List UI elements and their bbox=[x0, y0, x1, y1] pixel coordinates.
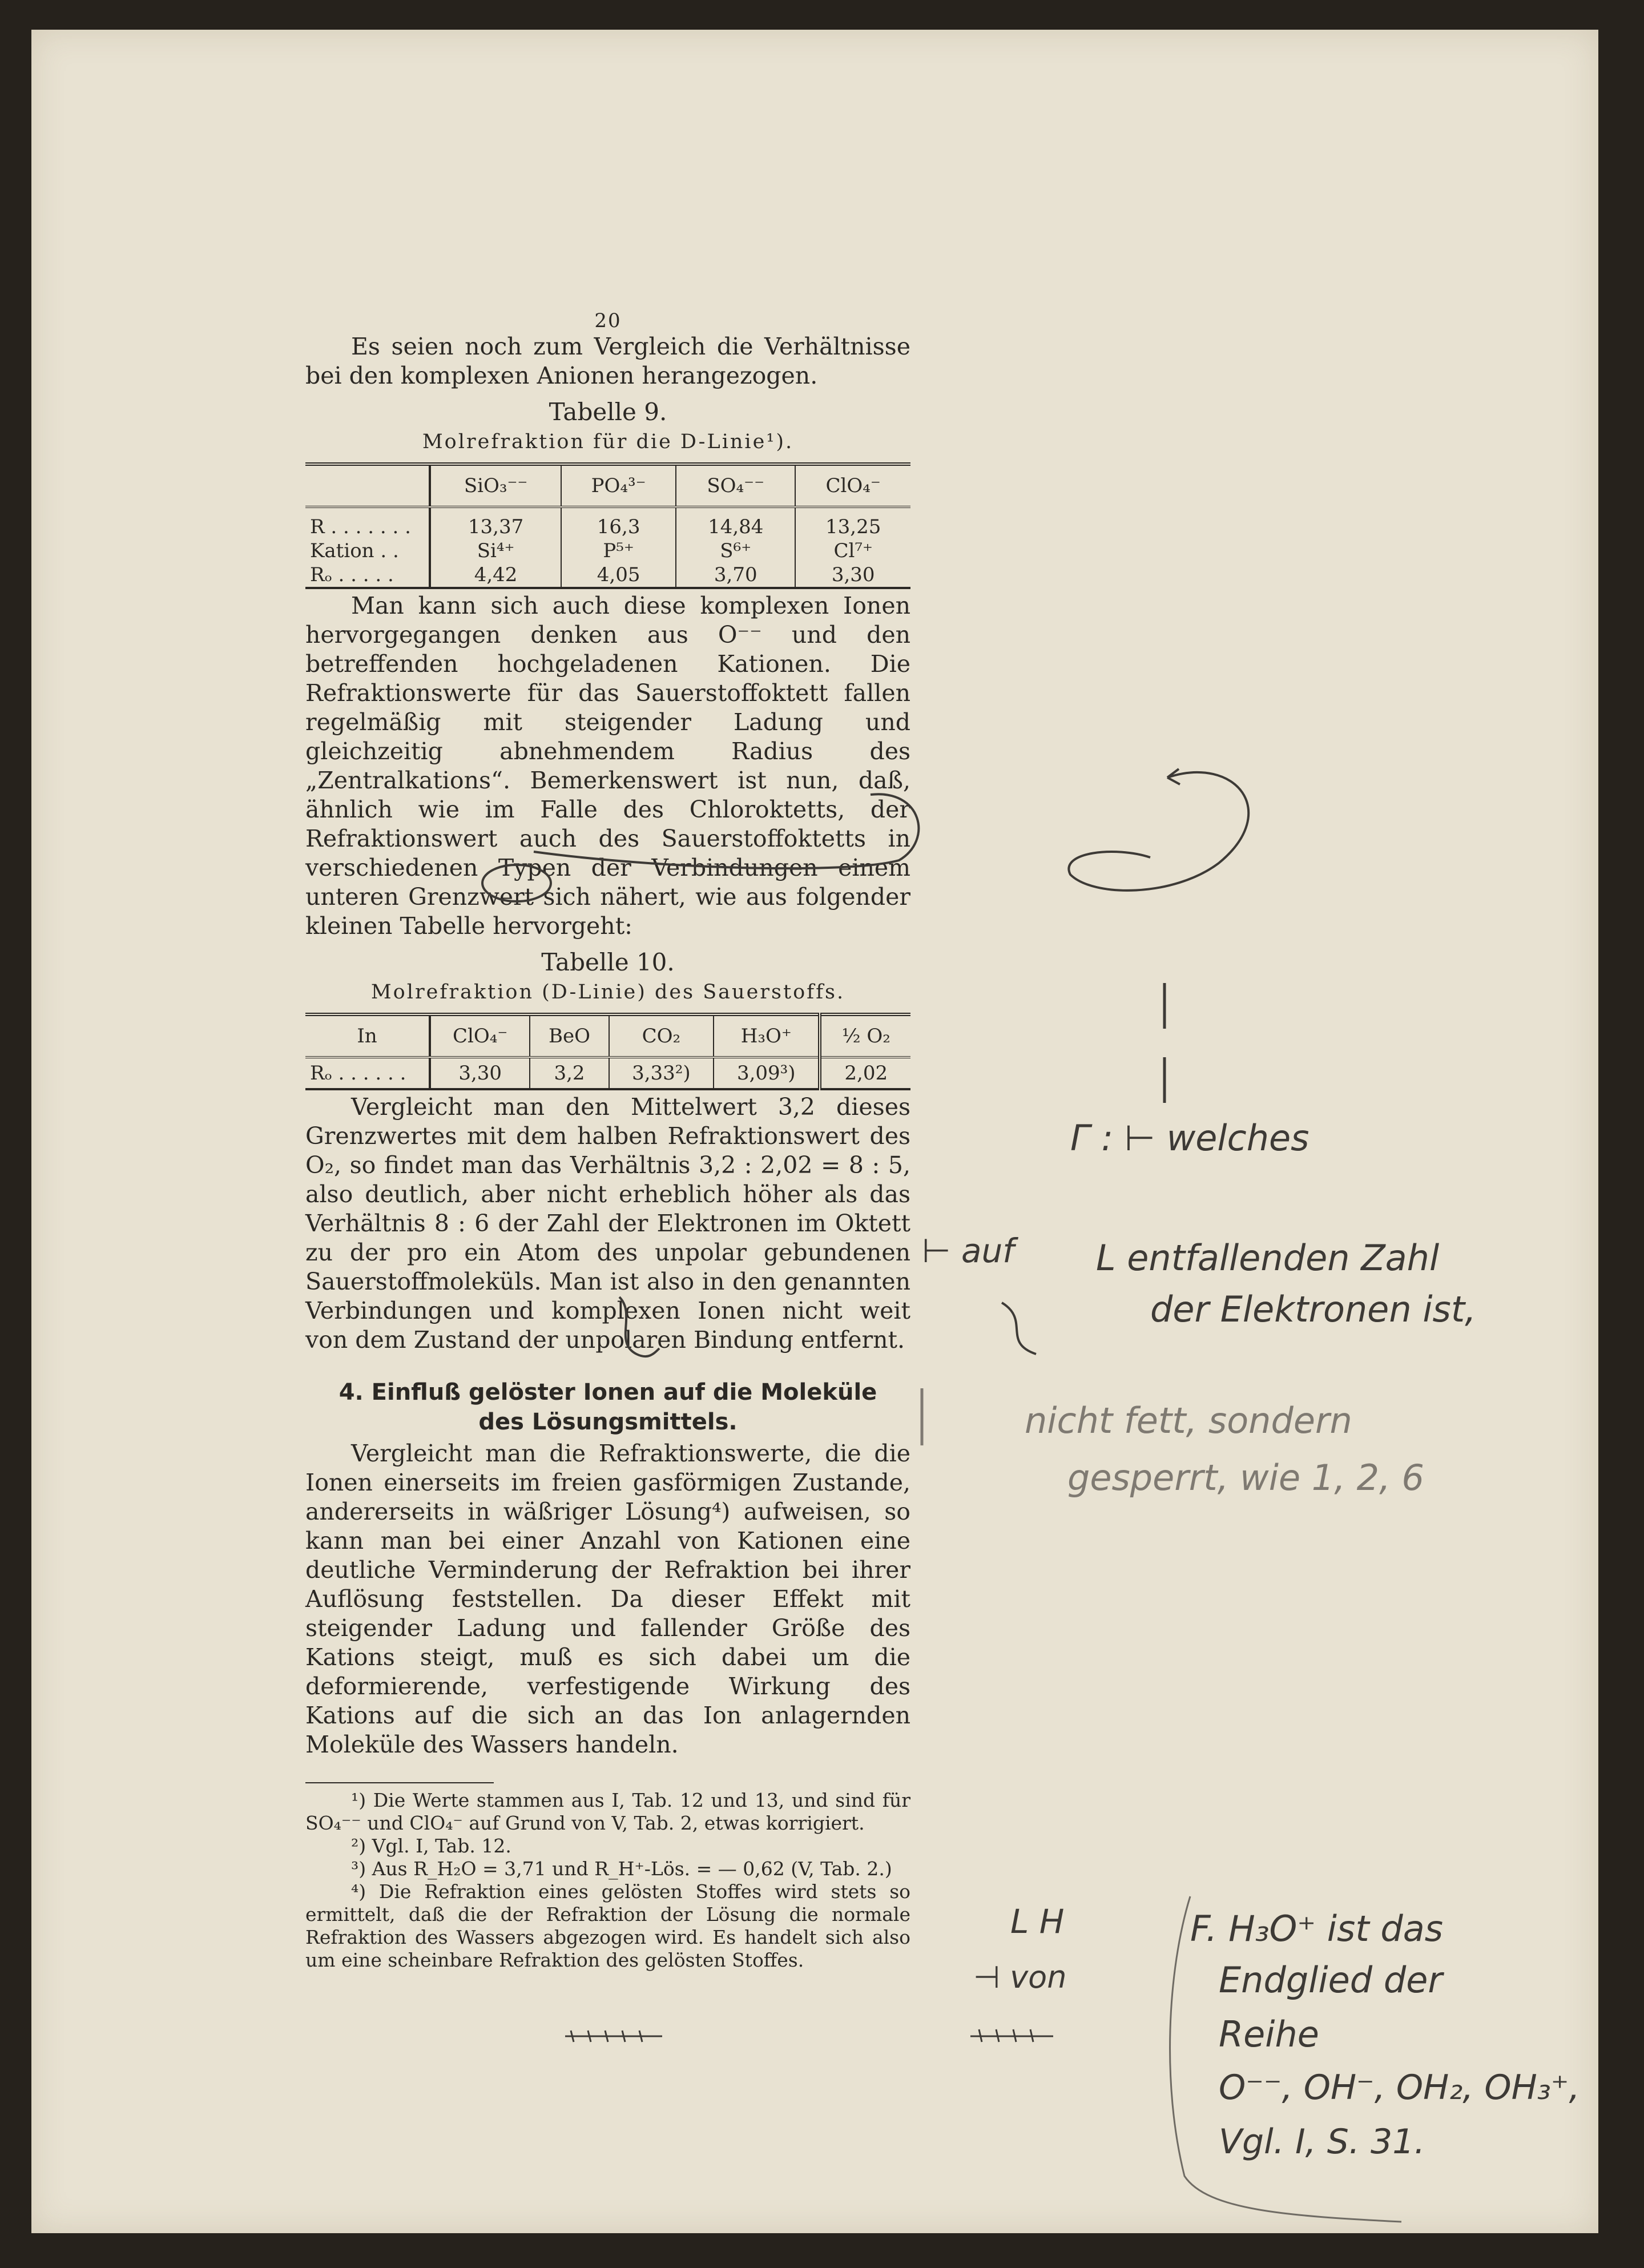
table9-row-label: Kation . . bbox=[305, 539, 430, 563]
table10-header: In bbox=[305, 1014, 430, 1057]
margin-brace bbox=[1002, 1303, 1036, 1354]
table9-title: Tabelle 9. bbox=[549, 398, 667, 426]
table10-header: ½ O₂ bbox=[820, 1014, 910, 1057]
strike-mark-margin bbox=[970, 2029, 1053, 2042]
loop-mark bbox=[534, 794, 918, 868]
table10-cell: 3,2 bbox=[530, 1057, 609, 1089]
margin-note-von: ⊣ von bbox=[973, 1959, 1067, 1995]
table9-header: SO₄⁻⁻ bbox=[676, 464, 795, 507]
table9-cell: 3,70 bbox=[676, 563, 795, 588]
margin-note-lh: L H bbox=[1010, 1902, 1065, 1941]
table10-subtitle: Molrefraktion (D-Linie) des Sauerstoffs. bbox=[370, 981, 845, 1004]
section-heading-line1: 4. Einfluß gelöster Ionen auf die Moleküle bbox=[339, 1379, 877, 1405]
margin-note-reihe: Reihe bbox=[1219, 2013, 1319, 2055]
table10-header: CO₂ bbox=[609, 1014, 714, 1057]
note-bracket bbox=[1170, 1896, 1401, 2222]
paragraph-1: Man kann sich auch diese komplexen Ionen hervorgegangen denken aus O⁻⁻ und den betreffenden hochgeladenen Kationen. Die Refraktionswerte für das Sauerstoffoktett fallen regelmäßig mit steigender Ladung und gleichzeitig abnehmendem Radius des „Zentralkations“. Bemerkenswert ist nun, daß, ähnlich wie im Falle des Chloroktetts, der Refraktionswert auch des Sauerstoffoktetts in verschiedenen Typen der Verbindungen einem unteren Grenzwert sich nähert, wie aus folgender kleinen Tabelle hervorgeht: bbox=[305, 592, 910, 940]
table10-cell: 3,09³) bbox=[714, 1057, 820, 1089]
table10-header: H₃O⁺ bbox=[714, 1014, 820, 1057]
margin-note-elektronen: der Elektronen ist, bbox=[1150, 1288, 1476, 1330]
scanned-page bbox=[31, 30, 1598, 2233]
table10-header: ClO₄⁻ bbox=[430, 1014, 530, 1057]
table10-cell: 3,30 bbox=[430, 1057, 530, 1089]
brace-mark bbox=[619, 1297, 659, 1356]
table9-cell: 14,84 bbox=[676, 507, 795, 539]
table10-header: BeO bbox=[530, 1014, 609, 1057]
editorial-marks bbox=[31, 30, 1598, 2233]
footnote: ³) Aus R_H₂O = 3,71 und R_H⁺-Lös. = — 0,62 (V, Tab. 2.) bbox=[351, 1858, 892, 1880]
intro-paragraph: Es seien noch zum Vergleich die Verhältnisse bei den komplexen Anionen herangezogen. bbox=[305, 333, 910, 389]
table9-cell: 4,42 bbox=[430, 563, 561, 588]
paragraph-3: Vergleicht man die Refraktionswerte, die die Ionen einerseits im freien gasförmigen Zustande, andererseits in wäßriger Lösung⁴) aufweisen, so kann man bei einer Anzahl von Kationen eine deutliche Verminderung der Refraktion bei ihrer Auflösung feststellen. Da dieser Effekt mit steigender Ladung und fallender Größe des Kations steigt, muß es sich dabei um die deformierende, verfestigende Wirkung des Kations auf die sich an das Ion anlagernden Moleküle des Wassers handeln. bbox=[305, 1440, 910, 1758]
footnote: ²) Vgl. I, Tab. 12. bbox=[351, 1835, 511, 1857]
margin-note-endglied: Endglied der bbox=[1219, 1959, 1442, 2001]
table10-cell: 3,33²) bbox=[609, 1057, 714, 1089]
table9-header: PO₄³⁻ bbox=[561, 464, 676, 507]
margin-note-h3o: F. H₃O⁺ ist das bbox=[1190, 1908, 1443, 1949]
section-heading-line2: des Lösungsmittels. bbox=[478, 1409, 738, 1435]
table9-row-label: Rₒ . . . . . bbox=[305, 563, 430, 588]
margin-note-auf: ⊢ auf bbox=[922, 1231, 1014, 1270]
table10-cell: 2,02 bbox=[844, 1062, 888, 1085]
margin-note-pencil-1: nicht fett, sondern bbox=[1025, 1400, 1352, 1441]
table9-cell: Cl⁷⁺ bbox=[833, 539, 873, 562]
table10-title: Tabelle 10. bbox=[541, 948, 675, 976]
circle-mark bbox=[482, 865, 551, 901]
transpose-arrow bbox=[1069, 772, 1248, 891]
table9-row-label: R . . . . . . . bbox=[305, 507, 430, 539]
table9-cell: S⁶⁺ bbox=[676, 539, 795, 563]
table9-cell: 13,37 bbox=[430, 507, 561, 539]
margin-note-series: O⁻⁻, OH⁻, OH₂, OH₃⁺, bbox=[1219, 2068, 1580, 2108]
table9-subtitle: Molrefraktion für die D-Linie¹). bbox=[422, 430, 794, 453]
paragraph-2: Vergleicht man den Mittelwert 3,2 dieses Grenzwertes mit dem halben Refraktionswert des O₂, so findet man das Verhältnis 3,2 : 2,02 = 8 : 5, also deutlich, aber nicht erheblich höher als das Verhältnis 8 : 6 der Zahl der Elektronen im Oktett zu der pro ein Atom des unpolar gebundenen Sauerstoffmoleküls. Man ist also in den genannten Verbindungen und komplexen Ionen nicht weit von dem Zustand der unpolaren Bindung entfernt. bbox=[305, 1093, 910, 1353]
table10-row-label: Rₒ . . . . . . bbox=[305, 1057, 430, 1089]
table9-cell: 3,30 bbox=[831, 563, 875, 586]
table9-cell: 4,05 bbox=[561, 563, 676, 588]
table9-cell: 16,3 bbox=[561, 507, 676, 539]
table9-header: SiO₃⁻⁻ bbox=[430, 464, 561, 507]
page-number: 20 bbox=[594, 309, 622, 332]
table9-cell: P⁵⁺ bbox=[561, 539, 676, 563]
table9-cell: Si⁴⁺ bbox=[430, 539, 561, 563]
table9-cell: 13,25 bbox=[825, 515, 881, 538]
strike-mark bbox=[565, 2031, 662, 2042]
margin-note-welches: Γ : ⊢ welches bbox=[1070, 1117, 1309, 1159]
margin-note-entfallenden: L entfallenden Zahl bbox=[1096, 1237, 1440, 1279]
table9-header: ClO₄⁻ bbox=[795, 464, 910, 507]
margin-note-pencil-2: gesperrt, wie 1, 2, 6 bbox=[1067, 1457, 1424, 1498]
margin-note-vgl: Vgl. I, S. 31. bbox=[1219, 2122, 1425, 2162]
footnote: ⁴) Die Refraktion eines gelösten Stoffes wird stets so ermittelt, daß die der Refraktion der Lösung die normale Refraktion des Wassers abgezogen wird. Es handelt sich also um eine scheinbare Refraktion des gelösten Stoffes. bbox=[305, 1880, 910, 1971]
footnote: ¹) Die Werte stammen aus I, Tab. 12 und 13, und sind für SO₄⁻⁻ und ClO₄⁻ auf Grund von V, Tab. 2, etwas korrigiert. bbox=[305, 1789, 910, 1834]
